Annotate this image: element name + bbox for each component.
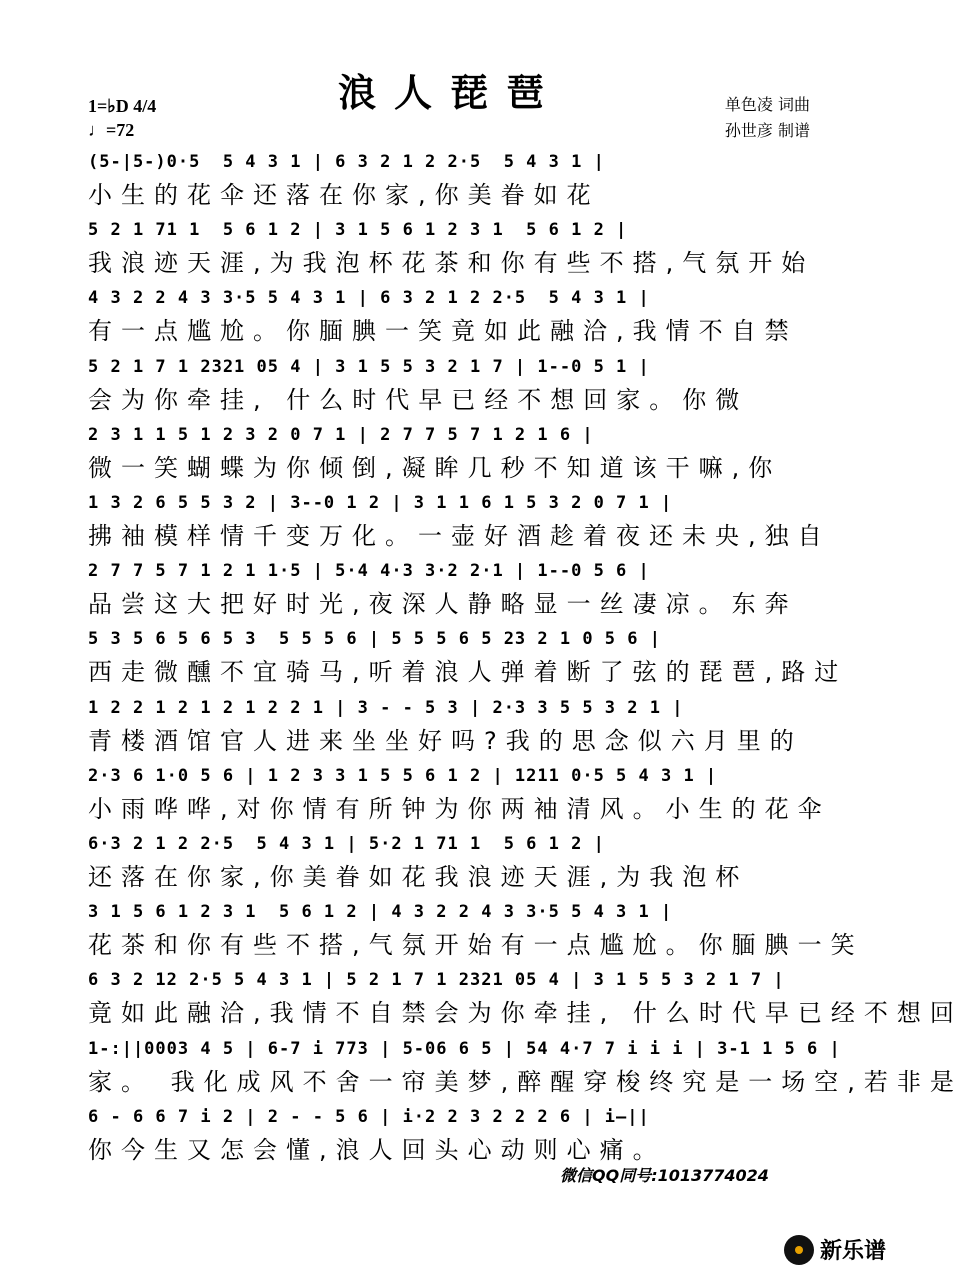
- watermark: 微信QQ同号:1013774024: [560, 1166, 769, 1185]
- lyric-line: 有一点尴尬。你腼腆一笑竟如此融洽,我情不自禁: [88, 317, 798, 346]
- notation-line: 2 7 7 5 7 1 2 1 1·5 | 5·4 4·3 3·2 2·1 | 1--0 5 6 |: [88, 561, 650, 582]
- notation-line: 1 3 2 6 5 5 3 2 | 3--0 1 2 | 3 1 1 6 1 5 3 2 0 7 1 |: [88, 493, 673, 513]
- notation-line: 6 - 6 6 7 i 2 | 2 - - 5 6 | i·2 2 3 2 2 2 6 | i—||: [88, 1106, 650, 1127]
- notation-line: 5 2 1 7 1 2321 05 4 | 3 1 5 5 3 2 1 7 | 1--0 5 1 |: [88, 356, 650, 377]
- lyric-line: 家。 我化成风不舍一帘美梦,醉醒穿梭终究是一场空,若非是: [88, 1067, 963, 1096]
- key-signature: 1=♭D 4/4: [88, 96, 157, 116]
- score-system: [88, 625, 848, 693]
- logo-text: 新乐谱: [819, 1239, 886, 1264]
- site-logo: [784, 1234, 886, 1265]
- lyric-line: 你今生又怎会懂,浪人回头心动则心痛。: [88, 1135, 666, 1164]
- notation-line: 5 3 5 6 5 6 5 3 5 5 5 6 | 5 5 5 6 5 23 2 1 0 5 6 |: [88, 629, 661, 650]
- lyric-line: 还落在你家,你美眷如花我浪迹天涯,为我泡杯: [88, 863, 749, 891]
- score-system: [88, 148, 814, 216]
- lyric-line: 竟如此融洽,我情不自禁会为你牵挂, 什么时代早已经不想回: [88, 999, 963, 1028]
- lyric-line: 青楼酒馆官人进来坐坐好吗?我的思念似六月里的: [88, 726, 803, 755]
- lyric-line: 微一笑蝴蝶为你倾倒,凝眸几秒不知道该干嘛,你: [88, 453, 782, 482]
- page-title: 浪人琵琶: [337, 71, 562, 115]
- notation-line: (5-|5-)0·5 5 4 3 1 | 6 3 2 1 2 2·5 5 4 3 1 |: [88, 152, 605, 172]
- notation-line: 1-:||0003 4 5 | 6-7 i 773 | 5-06 6 5 | 54 4·7 7 i i i | 3-1 1 5 6 |: [88, 1038, 841, 1059]
- notation-line: 1 2 2 1 2 1 2 1 2 2 1 | 3 - - 5 3 | 2·3 3 5 5 3 2 1 |: [88, 697, 684, 718]
- credit-transcriber: 孙世彦 制谱: [724, 121, 810, 140]
- score-system: [88, 557, 814, 625]
- notation-line: 2·3 6 1·0 5 6 | 1 2 3 3 1 5 5 6 1 2 | 1211 0·5 5 4 3 1 |: [88, 765, 718, 786]
- lyric-line: 拂袖模样情千变万化。一壶好酒趁着夜还未央,独自: [88, 522, 831, 550]
- lyric-line: 小生的花伞还落在你家,你美眷如花: [88, 181, 600, 209]
- score-system: [88, 694, 814, 762]
- lyric-line: 小雨哗哗,对你情有所钟为你两袖清风。小生的花伞: [88, 794, 831, 823]
- notation-line: 4 3 2 2 4 3 3·5 5 4 3 1 | 6 3 2 1 2 2·5 5 4 3 1 |: [88, 288, 650, 309]
- notation-line: 6·3 2 1 2 2·5 5 4 3 1 | 5·2 1 71 1 5 6 1 2 |: [88, 834, 605, 854]
- score-system: [88, 353, 814, 421]
- lyric-line: 我浪迹天涯,为我泡杯花茶和你有些不搭,气氛开始: [88, 249, 815, 278]
- score-system: [88, 898, 864, 966]
- notation-line: 2 3 1 1 5 1 2 3 2 0 7 1 | 2 7 7 5 7 1 2 1 6 |: [88, 424, 594, 445]
- score-system: [88, 216, 814, 284]
- score-system: [88, 1103, 814, 1171]
- notation-line: 3 1 5 6 1 2 3 1 5 6 1 2 | 4 3 2 2 4 3 3·5 5 4 3 1 |: [88, 902, 673, 923]
- score-system: [88, 762, 831, 830]
- score-system: [88, 1035, 963, 1103]
- credit-composer: 单色凌 词曲: [724, 95, 810, 114]
- lyric-line: 会为你牵挂, 什么时代早已经不想回家。你微: [88, 385, 749, 414]
- score-system: [88, 284, 814, 352]
- vinyl-disc-icon: [784, 1235, 814, 1265]
- score-system: [88, 421, 814, 489]
- score-system: [88, 966, 963, 1034]
- score-system: [88, 489, 831, 557]
- lyric-line: 品尝这大把好时光,夜深人静略显一丝凄凉。东奔: [88, 590, 798, 619]
- notation-line: 6 3 2 12 2·5 5 4 3 1 | 5 2 1 7 1 2321 05 4 | 3 1 5 5 3 2 1 7 |: [88, 970, 785, 991]
- lyric-line: 花茶和你有些不搭,气氛开始有一点尴尬。你腼腆一笑: [88, 931, 864, 960]
- tempo-marking: ♩=72: [88, 120, 135, 140]
- notation-line: 5 2 1 71 1 5 6 1 2 | 3 1 5 6 1 2 3 1 5 6 1 2 |: [88, 220, 628, 241]
- score-system: [88, 830, 814, 898]
- lyric-line: 西走微醺不宜骑马,听着浪人弹着断了弦的琵琶,路过: [88, 658, 848, 687]
